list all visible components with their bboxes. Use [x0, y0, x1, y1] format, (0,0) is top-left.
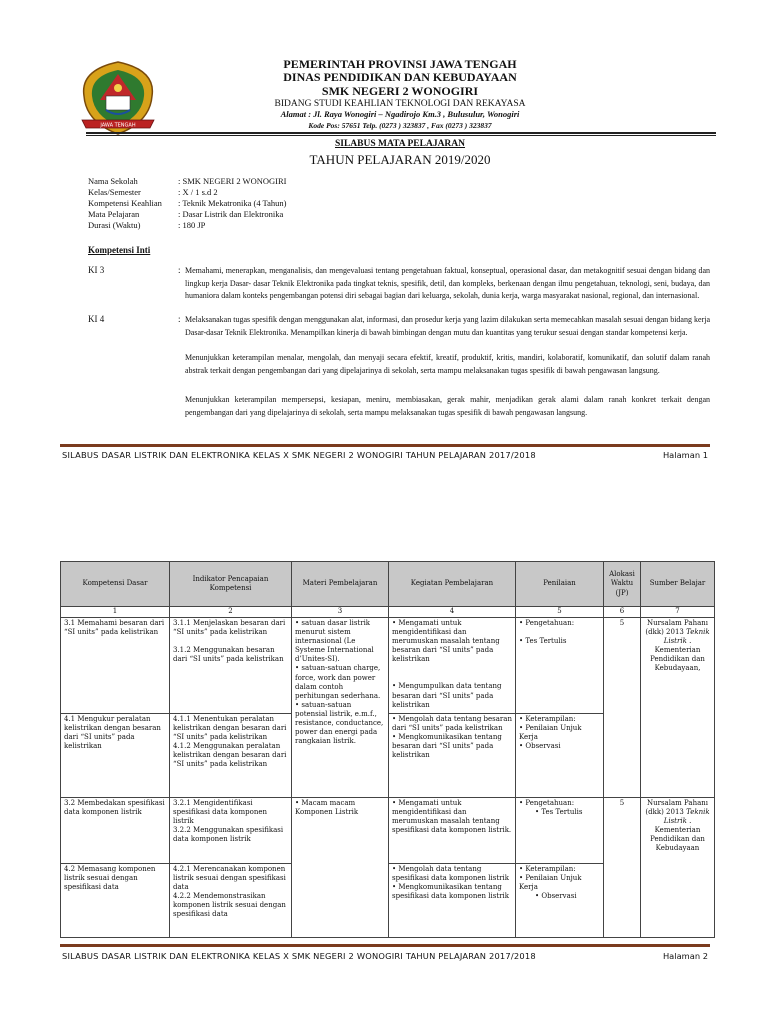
- penilaian-text: • Tes Tertulis: [519, 637, 567, 646]
- column-number: 3: [292, 607, 389, 618]
- kegiatan-cell: [389, 714, 516, 798]
- table-row: [61, 618, 715, 714]
- materi-cell: [292, 798, 389, 938]
- header-line-2: DINAS PENDIDIKAN DAN KEBUDAYAAN: [283, 70, 517, 84]
- info-key: Durasi (Waktu): [88, 220, 141, 230]
- kd-text: 4.1 Mengukur peralatan kelistrikan dengan besaran dari “SI units” pada kelistrikan: [64, 715, 161, 751]
- column-header: Indikator Pencapaian Kompetensi: [170, 562, 292, 607]
- sumber-book: Teknik Listrik: [663, 628, 710, 646]
- ki4-code: KI 4: [88, 314, 105, 324]
- info-value: : Dasar Listrik dan Elektronika: [178, 209, 284, 219]
- column-number-row: [61, 607, 715, 618]
- sumber-cell: [641, 798, 715, 938]
- materi-cell: [292, 618, 389, 798]
- penilaian-text: • Pengetahuan:: [519, 619, 575, 627]
- footer-page-number: Halaman 1: [662, 450, 708, 460]
- penilaian-text: • Pengetahuan:: [519, 799, 575, 807]
- academic-year: TAHUN PELAJARAN 2019/2020: [309, 152, 491, 167]
- column-header: Sumber Belajar: [641, 562, 715, 607]
- kegiatan-text: • Mengamati untuk mengidentifikasi dan merumuskan masalah tentang besaran dari “SI units” pada kelistrikan: [392, 619, 500, 664]
- penilaian-text: • Penilaian Unjuk Kerja: [519, 724, 582, 742]
- alokasi-value: 5: [619, 799, 625, 807]
- indicator-text: 3.1.2 Menggunakan besaran dari “SI units” pada kelistrikan: [173, 646, 284, 664]
- header-address: Alamat : Jl. Raya Wonogiri – Ngadirojo Km.3 , Bulusulur, Wonogiri: [280, 109, 520, 119]
- kd-cell: [61, 618, 170, 714]
- table-header-row: [61, 562, 715, 607]
- kegiatan-cell: [389, 864, 516, 938]
- kd-text: 3.1 Memahami besaran dari “SI units” pada kelistrikan: [64, 619, 165, 637]
- ki3-code: KI 3: [88, 265, 105, 275]
- ki4-text-2: Menunjukkan keterampilan menalar, mengolah, dan menyaji secara efektif, kreatif, produktif, kritis, mandiri, kolaboratif, komunikatif, dan solutif dalam ranah abstrak terkait dengan pengembangan dari yang dipelajarinya di sekolah, serta mampu melaksanakan tugas spesifik di bawah pengawasan langsung.: [185, 353, 710, 375]
- footer-text: SILABUS DASAR LISTRIK DAN ELEKTRONIKA KELAS X SMK NEGERI 2 WONOGIRI TAHUN PELAJARAN 2017/2018: [62, 450, 536, 460]
- alokasi-cell: [604, 798, 641, 938]
- kd-cell: [61, 714, 170, 798]
- indicator-cell: [170, 798, 292, 864]
- ki-heading: Kompetensi Inti: [88, 245, 151, 255]
- syllabus-table: [60, 561, 715, 938]
- penilaian-text: • Keterampilan:: [519, 715, 576, 723]
- header-line-3: SMK NEGERI 2 WONOGIRI: [321, 84, 479, 98]
- penilaian-text: • Tes Tertulis: [535, 808, 583, 817]
- penilaian-text: • Observasi: [519, 742, 561, 751]
- kd-text: 3.2 Membedakan spesifikasi data komponen listrik: [64, 799, 165, 817]
- materi-text: • satuan dasar listrik menurut sistem internasional (Le Systeme International d’Unites-SI).: [295, 619, 374, 664]
- kegiatan-text: • Mengkomunikasikan tentang spesifikasi data komponen listrik: [392, 883, 509, 901]
- column-header: Materi Pembelajaran: [292, 562, 389, 607]
- kd-text: 4.2 Memasang komponen listrik sesuai dengan spesifikasi data: [64, 865, 156, 892]
- indicator-text: 3.2.1 Mengidentifikasi spesifikasi data komponen listrik: [173, 799, 268, 826]
- header-rule-thin: [86, 135, 716, 136]
- kegiatan-text: • Mengolah data tentang besaran dari “SI units” pada kelistrikan: [392, 715, 512, 733]
- materi-text: • satuan-satuan potensial listrik, e.m.f., resistance, conductance, power dan energi pada rangkaian listrik.: [295, 700, 384, 746]
- indicator-text: 3.1.1 Menjelaskan besaran dari “SI units” pada kelistrikan: [173, 619, 286, 637]
- column-header: Kompetensi Dasar: [61, 562, 170, 607]
- penilaian-cell: [516, 618, 604, 714]
- sumber-publisher: . Kementerian Pendidikan dan Kebudayaan,: [650, 637, 705, 673]
- materi-text: • satuan-satuan charge, force, work dan power dalam contoh perhitungan sederhana.: [295, 664, 381, 700]
- indicator-text: 3.2.2 Menggunakan spesifikasi data komponen listrik: [173, 826, 284, 844]
- column-number: 4: [389, 607, 516, 618]
- logo-text: JAWA TENGAH: [100, 122, 136, 129]
- silabus-title: SILABUS MATA PELAJARAN: [334, 139, 466, 149]
- info-value: : SMK NEGERI 2 WONOGIRI: [178, 176, 287, 186]
- alokasi-value: 5: [619, 619, 625, 627]
- penilaian-cell: [516, 798, 604, 864]
- column-number: 6: [604, 607, 641, 618]
- indicator-cell: [170, 864, 292, 938]
- column-number: 2: [170, 607, 292, 618]
- penilaian-text: • Penilaian Unjuk Kerja: [519, 874, 582, 892]
- ki4-colon: :: [178, 314, 181, 324]
- column-number: 7: [641, 607, 715, 618]
- ki4-text-1: Melaksanakan tugas spesifik dengan menggunakan alat, informasi, dan prosedur kerja yang lazim dilakukan serta memecahkan masalah sesuai dengan bidang kerja Dasar-dasar Teknik Elektronika. Menampilkan kinerja di bawah bimbingan dengan mutu dan kuantitas yang terukur sesuai dengan standar kompetensi kerja.: [185, 315, 710, 337]
- kegiatan-text: • Mengkomunikasikan tentang besaran dari “SI units” pada kelistrikan: [392, 733, 502, 760]
- kegiatan-text: • Mengumpulkan data tentang besaran dari “SI units” pada kelistrikan: [392, 682, 502, 709]
- materi-text: • Macam macam Komponen Listrik: [295, 799, 359, 817]
- column-header: Alokasi Waktu (JP): [604, 562, 641, 607]
- column-number: 5: [516, 607, 604, 618]
- kegiatan-text: • Mengolah data tentang spesifikasi data komponen listrik: [392, 865, 509, 883]
- indicator-text: 4.1.2 Menggunakan peralatan kelistrikan dengan besaran dari “SI units” pada kelistrikan: [173, 742, 287, 769]
- ki4-text-3: Menunjukkan keterampilan mempersepsi, kesiapan, meniru, membiasakan, gerak mahir, menjadikan gerak alami dalam ranah konkret terkait dengan pengembangan dari yang dipelajarinya di sekolah, serta mampu melaksanakan tugas spesifik di bawah pengawasan langsung.: [185, 395, 710, 417]
- indicator-text: 4.2.2 Mendemonstrasikan komponen listrik sesuai dengan spesifikasi data: [173, 892, 286, 919]
- column-header: Kegiatan Pembelajaran: [389, 562, 516, 607]
- info-key: Nama Sekolah: [88, 176, 138, 186]
- kegiatan-cell: [389, 798, 516, 864]
- indicator-cell: [170, 714, 292, 798]
- footer-rule: [60, 944, 710, 947]
- penilaian-cell: [516, 714, 604, 798]
- kegiatan-text: • Mengamati untuk mengidentifikasi dan merumuskan masalah tentang spesifikasi data komponen listrik.: [392, 799, 512, 835]
- sumber-book: Teknik Listrik: [663, 808, 710, 826]
- info-key: Mata Pelajaran: [88, 209, 140, 219]
- kd-cell: [61, 864, 170, 938]
- indicator-text: 4.1.1 Menentukan peralatan kelistrikan dengan besaran dari “SI units” pada kelistrikan: [173, 715, 287, 742]
- info-key: Kelas/Semester: [88, 187, 141, 197]
- indicator-text: 4.2.1 Merencanakan komponen listrik sesuai dengan spesifikasi data: [173, 865, 286, 892]
- footer-text: SILABUS DASAR LISTRIK DAN ELEKTRONIKA KELAS X SMK NEGERI 2 WONOGIRI TAHUN PELAJARAN 2017/2018: [62, 951, 536, 961]
- ki3-text: Memahami, menerapkan, menganalisis, dan mengevaluasi tentang pengetahuan faktual, konseptual, operasional dasar, dan metakognitif sesuai dengan bidang dan lingkup kerja Dasar- dasar Teknik Elektronika pada tingkat teknis, spesifik, detil, dan kompleks, berkenaan dengan ilmu pengetahuan, teknologi, seni, budaya, dan humaniora dalam konteks pengembangan potensi diri sebagai bagian dari keluarga, sekolah, dunia kerja, warga masyarakat nasional, regional, dan internasional.: [185, 266, 710, 300]
- column-number: 1: [61, 607, 170, 618]
- sumber-cell: [641, 618, 715, 798]
- footer-rule: [60, 444, 710, 447]
- info-key: Kompetensi Keahlian: [88, 198, 162, 208]
- sumber-author: Nursalam Pahanı (dkk) 2013: [645, 619, 709, 637]
- penilaian-text: • Keterampilan:: [519, 865, 576, 873]
- header-line-1: PEMERINTAH PROVINSI JAWA TENGAH: [283, 57, 517, 71]
- ki3-colon: :: [178, 265, 181, 275]
- header-contact: Kode Pos: 57651 Telp. (0273 ) 323837 , Fax (0273 ) 323837: [308, 121, 492, 130]
- column-header: Penilaian: [516, 562, 604, 607]
- alokasi-cell: [604, 618, 641, 798]
- sumber-publisher: . Kementerian Pendidikan dan Kebudayaan: [650, 817, 705, 853]
- penilaian-cell: [516, 864, 604, 938]
- header-line-4: BIDANG STUDI KEAHLIAN TEKNOLOGI DAN REKAYASA: [274, 99, 526, 109]
- sumber-author: Nursalam Pahanı (dkk) 2013: [645, 799, 709, 817]
- footer-page-number: Halaman 2: [662, 951, 708, 961]
- header-rule-thick: [86, 132, 716, 134]
- province-logo: [76, 56, 160, 138]
- table-row: [61, 798, 715, 864]
- kegiatan-cell: [389, 618, 516, 714]
- info-value: : X / 1 s.d 2: [178, 187, 218, 197]
- info-value: : Teknik Mekatronika (4 Tahun): [178, 198, 287, 208]
- penilaian-text: • Observasi: [535, 892, 577, 901]
- kd-cell: [61, 798, 170, 864]
- indicator-cell: [170, 618, 292, 714]
- info-value: : 180 JP: [178, 220, 206, 230]
